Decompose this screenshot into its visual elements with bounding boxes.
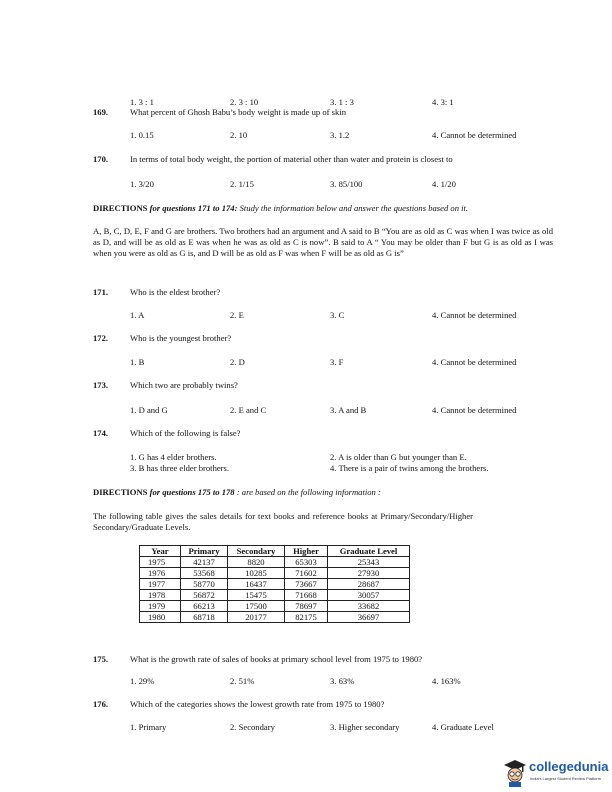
passage-brothers: A, B, C, D, E, F and G are brothers. Two brothers had an argument and A said to B “You are as old as C was when I was twice as old as D, and will be as old as E was when he was as old as C is now”. B said to A “ You may be older than F but G is as old as I was when you were as old as G is, and D will be as old as F was when F will be as old as G is” bbox=[93, 226, 553, 259]
directions-range: for questions 171 to 174: bbox=[147, 203, 238, 213]
option: 3. A and B bbox=[330, 405, 367, 415]
directions-label: DIRECTIONS bbox=[93, 203, 148, 213]
option: 4. Cannot be determined bbox=[432, 405, 517, 415]
table-cell: 36697 bbox=[328, 612, 410, 623]
table-cell: 1979 bbox=[140, 601, 181, 612]
option: 1. Primary bbox=[130, 722, 167, 732]
question-text: Which two are probably twins? bbox=[130, 380, 238, 390]
table-cell: 33682 bbox=[328, 601, 410, 612]
option: 4. 3: 1 bbox=[432, 97, 454, 107]
table-cell: 78697 bbox=[285, 601, 328, 612]
question-number: 172. bbox=[93, 333, 109, 343]
table-cell: 8820 bbox=[228, 557, 285, 568]
option: 1. 0.15 bbox=[130, 130, 154, 140]
option: 3. Higher secondary bbox=[330, 722, 400, 732]
table-cell: 17500 bbox=[228, 601, 285, 612]
column-header: Primary bbox=[181, 546, 228, 557]
table-cell: 58770 bbox=[181, 579, 228, 590]
column-header: Graduate Level bbox=[328, 546, 410, 557]
question-number: 175. bbox=[93, 654, 109, 664]
table-cell: 20177 bbox=[228, 612, 285, 623]
table-row bbox=[140, 557, 410, 568]
question-number: 176. bbox=[93, 699, 109, 709]
option: 1. D and G bbox=[130, 405, 168, 415]
option: 3. C bbox=[330, 310, 345, 320]
option: 4. Graduate Level bbox=[432, 722, 494, 732]
option: 4. Cannot be determined bbox=[432, 130, 517, 140]
table-cell: 1977 bbox=[140, 579, 181, 590]
column-header: Year bbox=[140, 546, 181, 557]
table-cell: 27930 bbox=[328, 568, 410, 579]
table-row bbox=[140, 601, 410, 612]
graduate-mascot-icon bbox=[503, 759, 527, 787]
option: 2. 3 : 10 bbox=[230, 97, 259, 107]
option: 1. 3 : 1 bbox=[130, 97, 154, 107]
question-number: 170. bbox=[93, 154, 109, 164]
sales-table bbox=[139, 545, 410, 623]
table-cell: 1976 bbox=[140, 568, 181, 579]
logo-name: collegedunia bbox=[529, 759, 609, 774]
table-cell: 66213 bbox=[181, 601, 228, 612]
table-cell: 71668 bbox=[285, 590, 328, 601]
question-text: Who is the youngest brother? bbox=[130, 333, 232, 343]
option: 3. 85/100 bbox=[330, 179, 363, 189]
table-cell: 16437 bbox=[228, 579, 285, 590]
collegedunia-logo[interactable] bbox=[503, 759, 607, 789]
option: 1. A bbox=[130, 310, 145, 320]
option: 3. 63% bbox=[330, 676, 355, 686]
question-number: 174. bbox=[93, 428, 109, 438]
option: 1. 3/20 bbox=[130, 179, 154, 189]
option: 4. Cannot be determined bbox=[432, 310, 517, 320]
passage-sales: The following table gives the sales details for text books and reference books at Primary/Secondary/Higher Secondary/Graduate Levels. bbox=[93, 511, 473, 533]
column-header: Higher bbox=[285, 546, 328, 557]
table-cell: 71602 bbox=[285, 568, 328, 579]
table-cell: 30057 bbox=[328, 590, 410, 601]
table-cell: 53568 bbox=[181, 568, 228, 579]
directions-175-178 bbox=[93, 487, 381, 497]
table-cell: 65303 bbox=[285, 557, 328, 568]
directions-171-174 bbox=[93, 203, 468, 213]
table-cell: 25343 bbox=[328, 557, 410, 568]
table-cell: 82175 bbox=[285, 612, 328, 623]
option: 3. 1.2 bbox=[330, 130, 350, 140]
option: 4. There is a pair of twins among the brothers. bbox=[330, 463, 489, 473]
option: 2. 1/15 bbox=[230, 179, 254, 189]
logo-tagline: India's Largest Student Review Platform bbox=[530, 776, 602, 781]
table-cell: 56872 bbox=[181, 590, 228, 601]
option: 2. A is older than G but younger than E. bbox=[330, 452, 467, 462]
table-row bbox=[140, 568, 410, 579]
directions-instruction: Study the information below and answer the questions based on it. bbox=[237, 203, 469, 213]
table-cell: 1975 bbox=[140, 557, 181, 568]
question-text: In terms of total body weight, the portion of material other than water and protein is closest to bbox=[130, 154, 453, 164]
question-text: What percent of Ghosh Babu’s body weight is made up of skin bbox=[130, 107, 346, 117]
option: 1. 29% bbox=[130, 676, 155, 686]
option: 2. E and C bbox=[230, 405, 267, 415]
table-cell: 28687 bbox=[328, 579, 410, 590]
table-cell: 15475 bbox=[228, 590, 285, 601]
option: 2. D bbox=[230, 357, 245, 367]
option: 4. Cannot be determined bbox=[432, 357, 517, 367]
option: 2. 51% bbox=[230, 676, 255, 686]
option: 4. 163% bbox=[432, 676, 461, 686]
table-cell: 42137 bbox=[181, 557, 228, 568]
option: 3. F bbox=[330, 357, 344, 367]
question-number: 171. bbox=[93, 287, 109, 297]
question-number: 169. bbox=[93, 107, 109, 117]
table-cell: 1978 bbox=[140, 590, 181, 601]
question-text: Which of the categories shows the lowest growth rate from 1975 to 1980? bbox=[130, 699, 385, 709]
directions-range: for questions 175 to 178 bbox=[147, 487, 235, 497]
directions-instruction: : are based on the following information : bbox=[234, 487, 381, 497]
table-row bbox=[140, 590, 410, 601]
option: 2. Secondary bbox=[230, 722, 275, 732]
question-text: Which of the following is false? bbox=[130, 428, 241, 438]
directions-label: DIRECTIONS bbox=[93, 487, 148, 497]
question-number: 173. bbox=[93, 380, 109, 390]
option: 3. B has three elder brothers. bbox=[130, 463, 230, 473]
option: 1. G has 4 elder brothers. bbox=[130, 452, 217, 462]
table-cell: 68718 bbox=[181, 612, 228, 623]
column-header: Secondary bbox=[228, 546, 285, 557]
table-cell: 1980 bbox=[140, 612, 181, 623]
table-header-row bbox=[140, 546, 410, 557]
table-cell: 73667 bbox=[285, 579, 328, 590]
option: 2. 10 bbox=[230, 130, 248, 140]
question-text: Who is the eldest brother? bbox=[130, 287, 221, 297]
question-text: What is the growth rate of sales of books at primary school level from 1975 to 1980? bbox=[130, 654, 423, 664]
table-cell: 10285 bbox=[228, 568, 285, 579]
option: 4. 1/20 bbox=[432, 179, 456, 189]
option: 3. 1 : 3 bbox=[330, 97, 354, 107]
option: 2. E bbox=[230, 310, 244, 320]
option: 1. B bbox=[130, 357, 145, 367]
table-row bbox=[140, 612, 410, 623]
table-row bbox=[140, 579, 410, 590]
